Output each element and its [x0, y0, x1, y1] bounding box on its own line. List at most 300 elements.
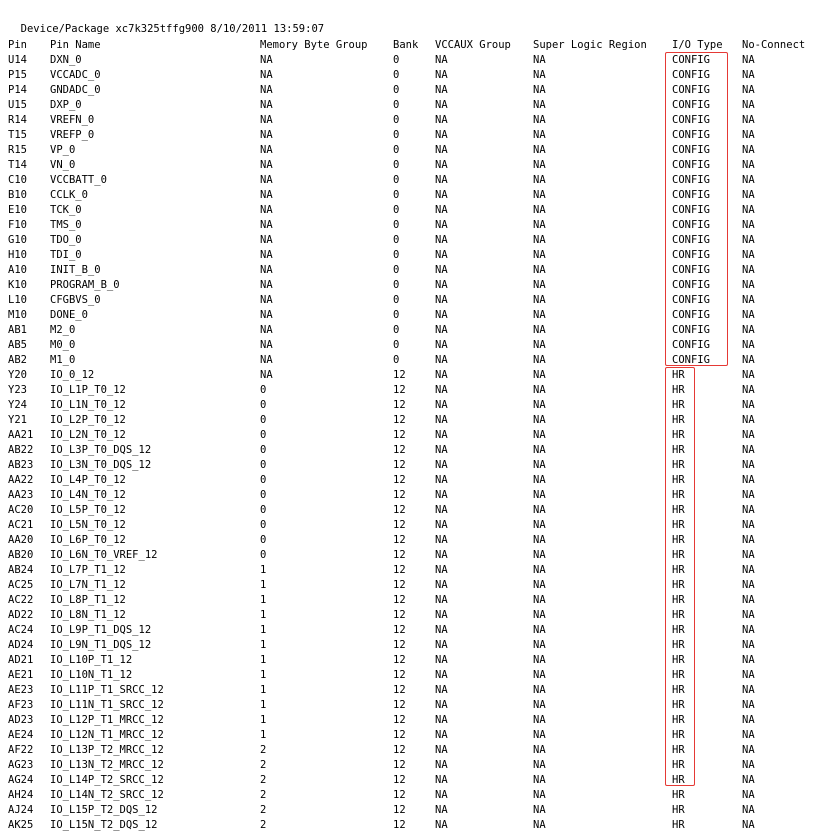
super-logic-region-cell: NA: [533, 84, 546, 96]
vccaux-group-cell: NA: [435, 414, 448, 426]
vccaux-group-cell: NA: [435, 324, 448, 336]
column-header-no-connect: No-Connect: [742, 39, 806, 51]
io-type-cell: HR: [672, 489, 685, 501]
bank-cell: 0: [393, 189, 400, 201]
no-connect-cell: NA: [742, 129, 755, 141]
vccaux-group-cell: NA: [435, 369, 448, 381]
bank-cell: 12: [393, 444, 406, 456]
super-logic-region-cell: NA: [533, 159, 546, 171]
vccaux-group-cell: NA: [435, 339, 448, 351]
memory-byte-group-cell: NA: [260, 294, 273, 306]
no-connect-cell: NA: [742, 369, 755, 381]
io-type-cell: CONFIG: [672, 114, 710, 126]
table-row: [8, 128, 813, 143]
no-connect-cell: NA: [742, 744, 755, 756]
table-row: [8, 383, 813, 398]
no-connect-cell: NA: [742, 804, 755, 816]
pin-name-cell: IO_L4P_T0_12: [50, 474, 126, 486]
bank-cell: 12: [393, 804, 406, 816]
io-type-cell: CONFIG: [672, 159, 710, 171]
io-type-cell: HR: [672, 534, 685, 546]
io-type-cell: HR: [672, 429, 685, 441]
table-row: [8, 473, 813, 488]
no-connect-cell: NA: [742, 159, 755, 171]
no-connect-cell: NA: [742, 654, 755, 666]
pin-cell: AB20: [8, 549, 34, 561]
table-header-row: [8, 38, 813, 53]
super-logic-region-cell: NA: [533, 669, 546, 681]
table-row: [8, 608, 813, 623]
bank-cell: 12: [393, 489, 406, 501]
io-type-cell: HR: [672, 414, 685, 426]
bank-cell: 0: [393, 309, 400, 321]
memory-byte-group-cell: NA: [260, 264, 273, 276]
no-connect-cell: NA: [742, 474, 755, 486]
no-connect-cell: NA: [742, 54, 755, 66]
io-type-cell: HR: [672, 714, 685, 726]
pin-name-cell: CFGBVS_0: [50, 294, 101, 306]
table-body: [8, 53, 813, 833]
pin-cell: B10: [8, 189, 27, 201]
pin-name-cell: IO_L14P_T2_SRCC_12: [50, 774, 164, 786]
memory-byte-group-cell: NA: [260, 204, 273, 216]
pin-name-cell: M2_0: [50, 324, 76, 336]
bank-cell: 12: [393, 639, 406, 651]
io-type-cell: CONFIG: [672, 294, 710, 306]
no-connect-cell: NA: [742, 639, 755, 651]
pin-cell: U15: [8, 99, 27, 111]
pin-cell: G10: [8, 234, 27, 246]
bank-cell: 0: [393, 99, 400, 111]
pin-cell: AB22: [8, 444, 34, 456]
pin-name-cell: TMS_0: [50, 219, 82, 231]
vccaux-group-cell: NA: [435, 549, 448, 561]
pin-cell: AA23: [8, 489, 34, 501]
no-connect-cell: NA: [742, 489, 755, 501]
memory-byte-group-cell: NA: [260, 84, 273, 96]
no-connect-cell: NA: [742, 594, 755, 606]
pin-name-cell: IO_L14N_T2_SRCC_12: [50, 789, 164, 801]
io-type-cell: HR: [672, 444, 685, 456]
bank-cell: 0: [393, 204, 400, 216]
super-logic-region-cell: NA: [533, 534, 546, 546]
memory-byte-group-cell: 2: [260, 819, 267, 831]
memory-byte-group-cell: NA: [260, 369, 273, 381]
pin-name-cell: VREFN_0: [50, 114, 95, 126]
table-row: [8, 518, 813, 533]
vccaux-group-cell: NA: [435, 804, 448, 816]
io-type-cell: HR: [672, 579, 685, 591]
super-logic-region-cell: NA: [533, 729, 546, 741]
super-logic-region-cell: NA: [533, 219, 546, 231]
table-row: [8, 593, 813, 608]
io-type-cell: HR: [672, 624, 685, 636]
pin-cell: AB1: [8, 324, 27, 336]
io-type-cell: CONFIG: [672, 339, 710, 351]
table-row: [8, 203, 813, 218]
table-row: [8, 503, 813, 518]
table-row: [8, 413, 813, 428]
no-connect-cell: NA: [742, 624, 755, 636]
pin-cell: AF22: [8, 744, 34, 756]
super-logic-region-cell: NA: [533, 234, 546, 246]
table-row: [8, 698, 813, 713]
pin-name-cell: VN_0: [50, 159, 76, 171]
vccaux-group-cell: NA: [435, 159, 448, 171]
no-connect-cell: NA: [742, 249, 755, 261]
table-row: [8, 443, 813, 458]
no-connect-cell: NA: [742, 714, 755, 726]
pin-name-cell: GNDADC_0: [50, 84, 101, 96]
memory-byte-group-cell: 0: [260, 549, 267, 561]
super-logic-region-cell: NA: [533, 429, 546, 441]
vccaux-group-cell: NA: [435, 354, 448, 366]
pin-cell: AB23: [8, 459, 34, 471]
column-header-pin-name: Pin Name: [50, 39, 101, 51]
bank-cell: 0: [393, 294, 400, 306]
io-type-cell: CONFIG: [672, 204, 710, 216]
pin-cell: Y20: [8, 369, 27, 381]
bank-cell: 0: [393, 54, 400, 66]
memory-byte-group-cell: NA: [260, 54, 273, 66]
pin-name-cell: IO_L1N_T0_12: [50, 399, 126, 411]
pin-cell: T14: [8, 159, 27, 171]
pin-name-cell: VCCBATT_0: [50, 174, 107, 186]
vccaux-group-cell: NA: [435, 84, 448, 96]
bank-cell: 12: [393, 654, 406, 666]
column-header-pin: Pin: [8, 39, 27, 51]
table-row: [8, 353, 813, 368]
table-row: [8, 68, 813, 83]
bank-cell: 12: [393, 414, 406, 426]
super-logic-region-cell: NA: [533, 249, 546, 261]
column-header-bank: Bank: [393, 39, 419, 51]
pin-cell: AB24: [8, 564, 34, 576]
pin-cell: Y23: [8, 384, 27, 396]
bank-cell: 12: [393, 609, 406, 621]
pin-cell: F10: [8, 219, 27, 231]
io-type-cell: CONFIG: [672, 84, 710, 96]
pin-name-cell: IO_L8N_T1_12: [50, 609, 126, 621]
pin-cell: P15: [8, 69, 27, 81]
pin-cell: AH24: [8, 789, 34, 801]
vccaux-group-cell: NA: [435, 429, 448, 441]
io-type-cell: HR: [672, 549, 685, 561]
bank-cell: 12: [393, 504, 406, 516]
pin-name-cell: IO_L12N_T1_MRCC_12: [50, 729, 164, 741]
bank-cell: 12: [393, 549, 406, 561]
pin-name-cell: IO_L5P_T0_12: [50, 504, 126, 516]
no-connect-cell: NA: [742, 84, 755, 96]
io-type-cell: HR: [672, 654, 685, 666]
pin-name-cell: VCCADC_0: [50, 69, 101, 81]
pin-cell: AG23: [8, 759, 34, 771]
io-type-cell: HR: [672, 384, 685, 396]
super-logic-region-cell: NA: [533, 309, 546, 321]
bank-cell: 12: [393, 429, 406, 441]
super-logic-region-cell: NA: [533, 189, 546, 201]
vccaux-group-cell: NA: [435, 459, 448, 471]
table-row: [8, 668, 813, 683]
bank-cell: 12: [393, 399, 406, 411]
pin-cell: AF23: [8, 699, 34, 711]
memory-byte-group-cell: NA: [260, 309, 273, 321]
no-connect-cell: NA: [742, 144, 755, 156]
super-logic-region-cell: NA: [533, 459, 546, 471]
vccaux-group-cell: NA: [435, 699, 448, 711]
memory-byte-group-cell: 0: [260, 474, 267, 486]
no-connect-cell: NA: [742, 384, 755, 396]
table-row: [8, 533, 813, 548]
no-connect-cell: NA: [742, 219, 755, 231]
memory-byte-group-cell: 0: [260, 414, 267, 426]
memory-byte-group-cell: 2: [260, 774, 267, 786]
super-logic-region-cell: NA: [533, 384, 546, 396]
vccaux-group-cell: NA: [435, 399, 448, 411]
io-type-cell: HR: [672, 774, 685, 786]
table-row: [8, 818, 813, 833]
bank-cell: 12: [393, 384, 406, 396]
bank-cell: 0: [393, 264, 400, 276]
no-connect-cell: NA: [742, 699, 755, 711]
vccaux-group-cell: NA: [435, 234, 448, 246]
pin-name-cell: IO_L10P_T1_12: [50, 654, 133, 666]
memory-byte-group-cell: 2: [260, 789, 267, 801]
table-row: [8, 113, 813, 128]
memory-byte-group-cell: NA: [260, 324, 273, 336]
super-logic-region-cell: NA: [533, 174, 546, 186]
io-type-cell: HR: [672, 609, 685, 621]
table-row: [8, 788, 813, 803]
super-logic-region-cell: NA: [533, 369, 546, 381]
vccaux-group-cell: NA: [435, 219, 448, 231]
bank-cell: 12: [393, 369, 406, 381]
no-connect-cell: NA: [742, 69, 755, 81]
memory-byte-group-cell: 0: [260, 519, 267, 531]
no-connect-cell: NA: [742, 174, 755, 186]
pin-cell: AC25: [8, 579, 34, 591]
bank-cell: 12: [393, 744, 406, 756]
vccaux-group-cell: NA: [435, 69, 448, 81]
no-connect-cell: NA: [742, 189, 755, 201]
column-header-vccaux-group: VCCAUX Group: [435, 39, 511, 51]
io-type-cell: HR: [672, 759, 685, 771]
io-type-cell: CONFIG: [672, 324, 710, 336]
vccaux-group-cell: NA: [435, 594, 448, 606]
io-type-cell: CONFIG: [672, 249, 710, 261]
no-connect-cell: NA: [742, 324, 755, 336]
io-type-cell: HR: [672, 819, 685, 831]
io-type-cell: CONFIG: [672, 54, 710, 66]
pin-name-cell: IO_L7P_T1_12: [50, 564, 126, 576]
bank-cell: 12: [393, 774, 406, 786]
super-logic-region-cell: NA: [533, 279, 546, 291]
device-package-title: Device/Package xc7k325tffg900 8/10/2011 13:59:07: [20, 23, 325, 35]
vccaux-group-cell: NA: [435, 189, 448, 201]
io-type-cell: CONFIG: [672, 264, 710, 276]
vccaux-group-cell: NA: [435, 174, 448, 186]
pin-name-cell: M1_0: [50, 354, 76, 366]
memory-byte-group-cell: NA: [260, 144, 273, 156]
memory-byte-group-cell: NA: [260, 174, 273, 186]
vccaux-group-cell: NA: [435, 204, 448, 216]
super-logic-region-cell: NA: [533, 204, 546, 216]
pin-cell: AG24: [8, 774, 34, 786]
memory-byte-group-cell: 2: [260, 759, 267, 771]
bank-cell: 0: [393, 324, 400, 336]
pin-cell: AC21: [8, 519, 34, 531]
pin-name-cell: TDO_0: [50, 234, 82, 246]
pin-name-cell: CCLK_0: [50, 189, 88, 201]
pin-name-cell: IO_L2P_T0_12: [50, 414, 126, 426]
pin-cell: AJ24: [8, 804, 34, 816]
memory-byte-group-cell: 2: [260, 804, 267, 816]
table-row: [8, 758, 813, 773]
super-logic-region-cell: NA: [533, 414, 546, 426]
vccaux-group-cell: NA: [435, 669, 448, 681]
pin-name-cell: IO_L15N_T2_DQS_12: [50, 819, 158, 831]
memory-byte-group-cell: 0: [260, 534, 267, 546]
table-row: [8, 278, 813, 293]
io-type-cell: HR: [672, 729, 685, 741]
super-logic-region-cell: NA: [533, 759, 546, 771]
column-header-memory-byte-group: Memory Byte Group: [260, 39, 368, 51]
pin-name-cell: IO_L10N_T1_12: [50, 669, 133, 681]
vccaux-group-cell: NA: [435, 474, 448, 486]
pin-name-cell: IO_L3P_T0_DQS_12: [50, 444, 152, 456]
bank-cell: 12: [393, 714, 406, 726]
bank-cell: 0: [393, 219, 400, 231]
memory-byte-group-cell: NA: [260, 234, 273, 246]
pin-cell: U14: [8, 54, 27, 66]
no-connect-cell: NA: [742, 399, 755, 411]
pin-name-cell: IO_L13P_T2_MRCC_12: [50, 744, 164, 756]
io-type-cell: HR: [672, 504, 685, 516]
vccaux-group-cell: NA: [435, 609, 448, 621]
bank-cell: 12: [393, 669, 406, 681]
table-row: [8, 458, 813, 473]
pin-name-cell: INIT_B_0: [50, 264, 101, 276]
table-row: [8, 173, 813, 188]
memory-byte-group-cell: 0: [260, 399, 267, 411]
pin-cell: R15: [8, 144, 27, 156]
no-connect-cell: NA: [742, 99, 755, 111]
table-row: [8, 158, 813, 173]
bank-cell: 0: [393, 354, 400, 366]
vccaux-group-cell: NA: [435, 279, 448, 291]
pin-name-cell: DONE_0: [50, 309, 88, 321]
bank-cell: 12: [393, 474, 406, 486]
table-row: [8, 548, 813, 563]
io-type-cell: CONFIG: [672, 129, 710, 141]
pin-name-cell: IO_L11P_T1_SRCC_12: [50, 684, 164, 696]
bank-cell: 12: [393, 759, 406, 771]
bank-cell: 0: [393, 144, 400, 156]
super-logic-region-cell: NA: [533, 579, 546, 591]
table-row: [8, 293, 813, 308]
super-logic-region-cell: NA: [533, 549, 546, 561]
no-connect-cell: NA: [742, 114, 755, 126]
table-row: [8, 488, 813, 503]
io-type-cell: CONFIG: [672, 234, 710, 246]
super-logic-region-cell: NA: [533, 264, 546, 276]
memory-byte-group-cell: 1: [260, 654, 267, 666]
table-row: [8, 98, 813, 113]
table-row: [8, 653, 813, 668]
super-logic-region-cell: NA: [533, 444, 546, 456]
no-connect-cell: NA: [742, 459, 755, 471]
pin-cell: A10: [8, 264, 27, 276]
bank-cell: 12: [393, 459, 406, 471]
no-connect-cell: NA: [742, 534, 755, 546]
super-logic-region-cell: NA: [533, 294, 546, 306]
vccaux-group-cell: NA: [435, 744, 448, 756]
table-row: [8, 368, 813, 383]
no-connect-cell: NA: [742, 279, 755, 291]
pin-cell: AA22: [8, 474, 34, 486]
vccaux-group-cell: NA: [435, 489, 448, 501]
pin-name-cell: DXN_0: [50, 54, 82, 66]
memory-byte-group-cell: 1: [260, 564, 267, 576]
no-connect-cell: NA: [742, 729, 755, 741]
bank-cell: 12: [393, 594, 406, 606]
pin-cell: E10: [8, 204, 27, 216]
super-logic-region-cell: NA: [533, 129, 546, 141]
io-type-cell: HR: [672, 789, 685, 801]
vccaux-group-cell: NA: [435, 129, 448, 141]
io-type-cell: CONFIG: [672, 189, 710, 201]
bank-cell: 0: [393, 234, 400, 246]
memory-byte-group-cell: NA: [260, 249, 273, 261]
pin-cell: C10: [8, 174, 27, 186]
pin-cell: AA20: [8, 534, 34, 546]
table-row: [8, 713, 813, 728]
super-logic-region-cell: NA: [533, 699, 546, 711]
table-row: [8, 428, 813, 443]
pin-cell: K10: [8, 279, 27, 291]
super-logic-region-cell: NA: [533, 69, 546, 81]
vccaux-group-cell: NA: [435, 654, 448, 666]
memory-byte-group-cell: 0: [260, 429, 267, 441]
table-row: [8, 338, 813, 353]
io-type-cell: HR: [672, 459, 685, 471]
no-connect-cell: NA: [742, 759, 755, 771]
bank-cell: 0: [393, 114, 400, 126]
super-logic-region-cell: NA: [533, 804, 546, 816]
table-row: [8, 638, 813, 653]
io-type-cell: CONFIG: [672, 279, 710, 291]
memory-byte-group-cell: NA: [260, 339, 273, 351]
pin-name-cell: IO_L15P_T2_DQS_12: [50, 804, 158, 816]
memory-byte-group-cell: NA: [260, 219, 273, 231]
io-type-cell: CONFIG: [672, 174, 710, 186]
bank-cell: 12: [393, 819, 406, 831]
no-connect-cell: NA: [742, 294, 755, 306]
bank-cell: 12: [393, 699, 406, 711]
no-connect-cell: NA: [742, 669, 755, 681]
vccaux-group-cell: NA: [435, 114, 448, 126]
pin-name-cell: IO_L6N_T0_VREF_12: [50, 549, 158, 561]
bank-cell: 0: [393, 129, 400, 141]
vccaux-group-cell: NA: [435, 684, 448, 696]
bank-cell: 0: [393, 174, 400, 186]
bank-cell: 0: [393, 279, 400, 291]
pin-cell: AK25: [8, 819, 34, 831]
pin-name-cell: DXP_0: [50, 99, 82, 111]
memory-byte-group-cell: NA: [260, 99, 273, 111]
pin-name-cell: IO_L7N_T1_12: [50, 579, 126, 591]
memory-byte-group-cell: 0: [260, 384, 267, 396]
